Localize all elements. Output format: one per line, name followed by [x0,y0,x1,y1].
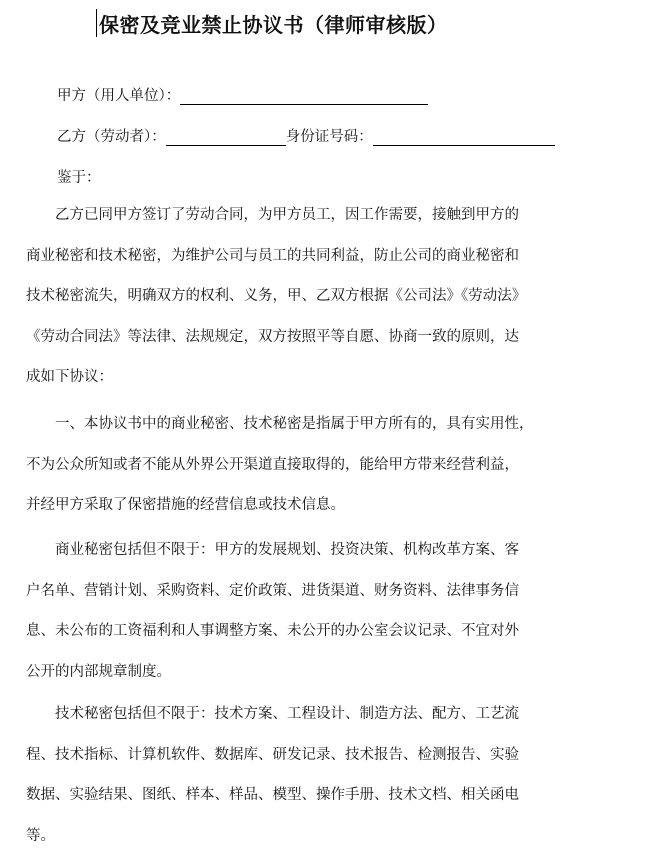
paragraph-line: 一、本协议书中的商业秘密、技术秘密是指属于甲方所有的，具有实用性， [26,404,651,445]
paragraph-line: 商业秘密和技术秘密，为维护公司与员工的共同利益，防止公司的商业秘密和 [26,236,651,277]
id-number-blank[interactable] [373,129,555,146]
paragraph-line: 技术秘密包括但不限于：技术方案、工程设计、制造方法、配方、工艺流 [26,694,651,735]
paragraph-line: 不为公众所知或者不能从外界公开渠道直接取得的，能给甲方带来经营利益， [26,445,651,486]
paragraph-line: 并经甲方采取了保密措施的经营信息或技术信息。 [26,485,651,526]
paragraph-line: 程、技术指标、计算机软件、数据库、研发记录、技术报告、检测报告、实验 [26,735,651,776]
paragraph-line: 等。 [26,816,651,856]
text-cursor [96,9,97,37]
party-b-line [57,125,555,146]
paragraph-line: 户名单、营销计划、采购资料、定价政策、进货渠道、财务资料、法律事务信 [26,571,651,612]
paragraph-preamble [26,195,651,398]
paragraph-line: 《劳动合同法》等法律、法规规定，双方按照平等自愿、协商一致的原则，达 [26,317,651,358]
id-number-label: 身份证号码： [286,125,373,146]
party-b-blank[interactable] [166,129,286,146]
whereas-label: 鉴于： [57,166,101,187]
party-a-line [57,84,428,105]
paragraph-line: 公开的内部规章制度。 [26,652,651,693]
title-row [96,6,448,40]
paragraph-business-secrets [26,530,651,692]
party-a-label: 甲方（用人单位）： [57,84,180,105]
paragraph-line: 技术秘密流失，明确双方的权利、义务，甲、乙双方根据《公司法》《劳动法》 [26,276,651,317]
paragraph-technical-secrets [26,694,651,856]
paragraph-definition [26,404,651,526]
paragraph-line: 数据、实验结果、图纸、样本、样品、模型、操作手册、技术文档、相关函电 [26,775,651,816]
whereas-line [57,166,101,187]
paragraph-line: 商业秘密包括但不限于：甲方的发展规划、投资决策、机构改革方案、客 [26,530,651,571]
party-b-label: 乙方（劳动者）： [57,125,166,146]
paragraph-line: 成如下协议： [26,357,651,398]
party-a-blank[interactable] [180,88,428,105]
document-title[interactable]: 保密及竞业禁止协议书（律师审核版） [99,9,448,38]
paragraph-line: 息、未公布的工资福利和人事调整方案、未公开的办公室会议记录、不宜对外 [26,611,651,652]
paragraph-line: 乙方已同甲方签订了劳动合同，为甲方员工，因工作需要，接触到甲方的 [26,195,651,236]
